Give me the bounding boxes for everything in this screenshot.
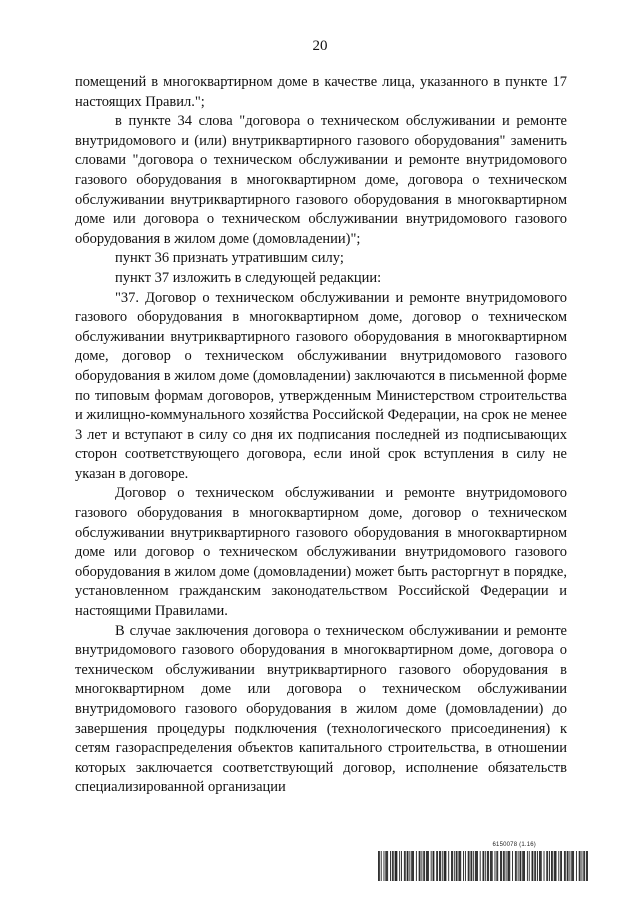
barcode-bar [451, 851, 452, 881]
barcode-bar [549, 851, 550, 881]
barcode-bar [561, 851, 562, 881]
barcode-bar [468, 851, 469, 881]
barcode-bar [558, 851, 559, 881]
barcode-bar [503, 851, 504, 881]
paragraph: пункт 37 изложить в следующей редакции: [115, 269, 382, 286]
barcode-bar [576, 851, 577, 881]
barcode-bar [523, 851, 524, 881]
barcode-bar [551, 851, 552, 881]
barcode-bar [565, 851, 566, 881]
paragraph: в пункте 34 слова "договора о техническом обслуживании и ремонте внутридомового и (или) внутриквартирного газового оборудования" заменить словами "договора о техническом обслуживании и ремонте внутридомового газового оборудования в многоквартирном доме, договора о техническом обслуживании внутриквартирного газового оборудования в многоквартирном доме или договора о техническом обслуживании внутридомового газового оборудования в жилом доме (домовладении)"; [75, 113, 567, 247]
barcode-bar [385, 851, 386, 881]
barcode-bar [407, 851, 408, 881]
barcode-bar [395, 851, 396, 881]
barcode-bar [564, 851, 565, 881]
barcode-bar [490, 851, 491, 881]
barcode-bar [405, 851, 406, 881]
barcode-bar [411, 851, 412, 881]
barcode-bar [460, 851, 461, 881]
barcode-bar [396, 851, 397, 881]
barcode-bar [568, 851, 569, 881]
barcode-bar [527, 851, 528, 881]
barcode-bar [397, 851, 398, 881]
barcode-bar [500, 851, 501, 881]
barcode-bar [416, 851, 417, 881]
barcode-bar [381, 851, 382, 881]
barcode-bar [465, 851, 466, 881]
barcode-bar [421, 851, 422, 881]
barcode-bar [473, 851, 474, 881]
barcode-bar [392, 851, 393, 881]
barcode-bar [506, 851, 507, 881]
barcode-bar [546, 851, 547, 881]
barcode-bar [412, 851, 413, 881]
barcode-bar [567, 851, 568, 881]
barcode-bar [420, 851, 421, 881]
barcode-bar [580, 851, 581, 881]
barcode-bar [547, 851, 548, 881]
barcode-bar [452, 851, 453, 881]
barcode-bar [532, 851, 533, 881]
barcode-bar [560, 851, 561, 881]
barcode-bar [457, 851, 458, 881]
barcode-bar [509, 851, 510, 881]
barcode-bar [554, 851, 555, 881]
barcode-bar [524, 851, 525, 881]
barcode-bar [520, 851, 521, 881]
barcode-bar [445, 851, 446, 881]
barcode-bar [572, 851, 573, 881]
barcode-bar [378, 851, 379, 881]
barcode-bar [552, 851, 553, 881]
barcode-bar [456, 851, 457, 881]
barcode-bar [537, 851, 538, 881]
barcode-bar [540, 851, 541, 881]
paragraph: помещений в многоквартирном доме в качестве лица, указанного в пункте 17 настоящих Правил."; [75, 74, 567, 110]
barcode-code: 6150078 (1.16) [492, 842, 536, 848]
barcode-bar [485, 851, 486, 881]
barcode-bar [582, 851, 583, 881]
barcode-bar [475, 851, 476, 881]
barcode-bar [413, 851, 414, 881]
barcode-bar [518, 851, 519, 881]
barcode-bar [471, 851, 472, 881]
barcode-bar [471, 851, 472, 881]
barcode-bar [491, 851, 492, 881]
barcode-bar [541, 851, 542, 881]
barcode-bar [446, 851, 447, 881]
barcode-bar [512, 851, 513, 881]
barcode-bar [569, 851, 570, 881]
barcode-bar [535, 851, 536, 881]
barcode-bar [393, 851, 394, 881]
barcode-bar [584, 851, 585, 881]
paragraph: В случае заключения договора о техническом обслуживании и ремонте внутридомового газового оборудования в многоквартирном доме, договора о техническом обслуживании внутриквартирного газового оборудования в многоквартирном доме или договора о техническом обслуживании внутридомового газового оборудования в жилом доме (домовладении) до завершения процедуры подключения (технологического присоединения) к сетям газораспределения объектов капитального строительства, в отношении которых заключается соответствующий договор, исполнение обязательств специализированной организации [75, 622, 567, 796]
barcode-bar [440, 851, 441, 881]
barcode-bar [399, 851, 400, 881]
barcode-bar [424, 851, 425, 881]
barcode-bar [544, 851, 545, 881]
barcode-bar [556, 851, 557, 881]
barcode-bar [508, 851, 509, 881]
barcode-bar [476, 851, 477, 881]
barcode-bar [487, 851, 488, 881]
barcode-bar [431, 851, 432, 881]
barcode-bar [463, 851, 464, 881]
barcode-bar [469, 851, 470, 881]
paragraph: пункт 36 признать утратившим силу; [115, 250, 344, 267]
barcode-bar [534, 851, 535, 881]
barcode-bar [419, 851, 420, 881]
barcode-bar [495, 851, 496, 881]
barcode-bar [571, 851, 572, 881]
barcode-bar [516, 851, 517, 881]
barcode-bar [427, 851, 428, 881]
barcode-bar [436, 851, 437, 881]
barcode-bar [508, 851, 509, 881]
barcode-bar [583, 851, 584, 881]
barcode-bar [428, 851, 429, 881]
barcode-bar [454, 851, 455, 881]
barcode-bar [496, 851, 497, 881]
barcode-bar [520, 851, 521, 881]
barcode-bar [573, 851, 574, 881]
document-body [75, 73, 567, 798]
barcode-bar [437, 851, 438, 881]
barcode-bar [532, 851, 533, 881]
barcode-bar [555, 851, 556, 881]
barcode-bar [387, 851, 388, 881]
barcode-bar [501, 851, 502, 881]
barcode-bar [404, 851, 405, 881]
barcode [378, 851, 588, 881]
barcode-bar [522, 851, 523, 881]
barcode-bar [529, 851, 530, 881]
barcode-bar [379, 851, 380, 881]
barcode-bar [384, 851, 385, 881]
barcode-bar [459, 851, 460, 881]
paragraph: Договор о техническом обслуживании и ремонте внутридомового газового оборудования в многоквартирном доме, договор о техническом обслуживании внутриквартирного газового оборудования в многоквартирном доме или договор о техническом обслуживании внутридомового газового оборудования в жилом доме (домовладении) может быть расторгнут в порядке, установленном гражданским законодательством Российской Федерации и настоящими Правилами. [75, 485, 567, 620]
barcode-bar [480, 851, 481, 881]
barcode-bar [433, 851, 434, 881]
barcode-bar [448, 851, 449, 881]
barcode-bar [458, 851, 459, 881]
barcode-bar [439, 851, 440, 881]
barcode-bar [409, 851, 410, 881]
barcode-bar [515, 851, 516, 881]
barcode-bar [386, 851, 387, 881]
barcode-block [378, 843, 588, 883]
paragraph: "37. Договор о техническом обслуживании и ремонте внутридомового газового оборудования в многоквартирном доме, договор о техническом обслуживании внутриквартирного газового оборудования в многоквартирном доме, договор о техническом обслуживании внутридомового газового оборудования в жилом доме (домовладении) заключаются в письменной форме по типовым формам договоров, утвержденным Министерством строительства и жилищно-коммунального хозяйства Российской Федерации, на срок не менее 3 лет и вступают в силу со дня их подписания последней из подписывающих сторон соответствующего договора, если иной срок вступления в силу не указан в договоре. [75, 289, 567, 482]
barcode-bar [497, 851, 498, 881]
barcode-bar [408, 851, 409, 881]
barcode-bar [492, 851, 493, 881]
barcode-bar [390, 851, 391, 881]
barcode-bar [483, 851, 484, 881]
barcode-bar [444, 851, 445, 881]
barcode-bar [442, 851, 443, 881]
barcode-bar [401, 851, 402, 881]
barcode-bar [504, 851, 505, 881]
barcode-bar [423, 851, 424, 881]
barcode-bar [579, 851, 580, 881]
barcode-bar [426, 851, 427, 881]
barcode-bar [587, 851, 588, 881]
barcode-bar [434, 851, 435, 881]
barcode-bar [586, 851, 587, 881]
page-number: 20 [312, 38, 328, 54]
barcode-bar [483, 851, 484, 881]
barcode-bar [488, 851, 489, 881]
barcode-bar [477, 851, 478, 881]
barcode-bar [539, 851, 540, 881]
